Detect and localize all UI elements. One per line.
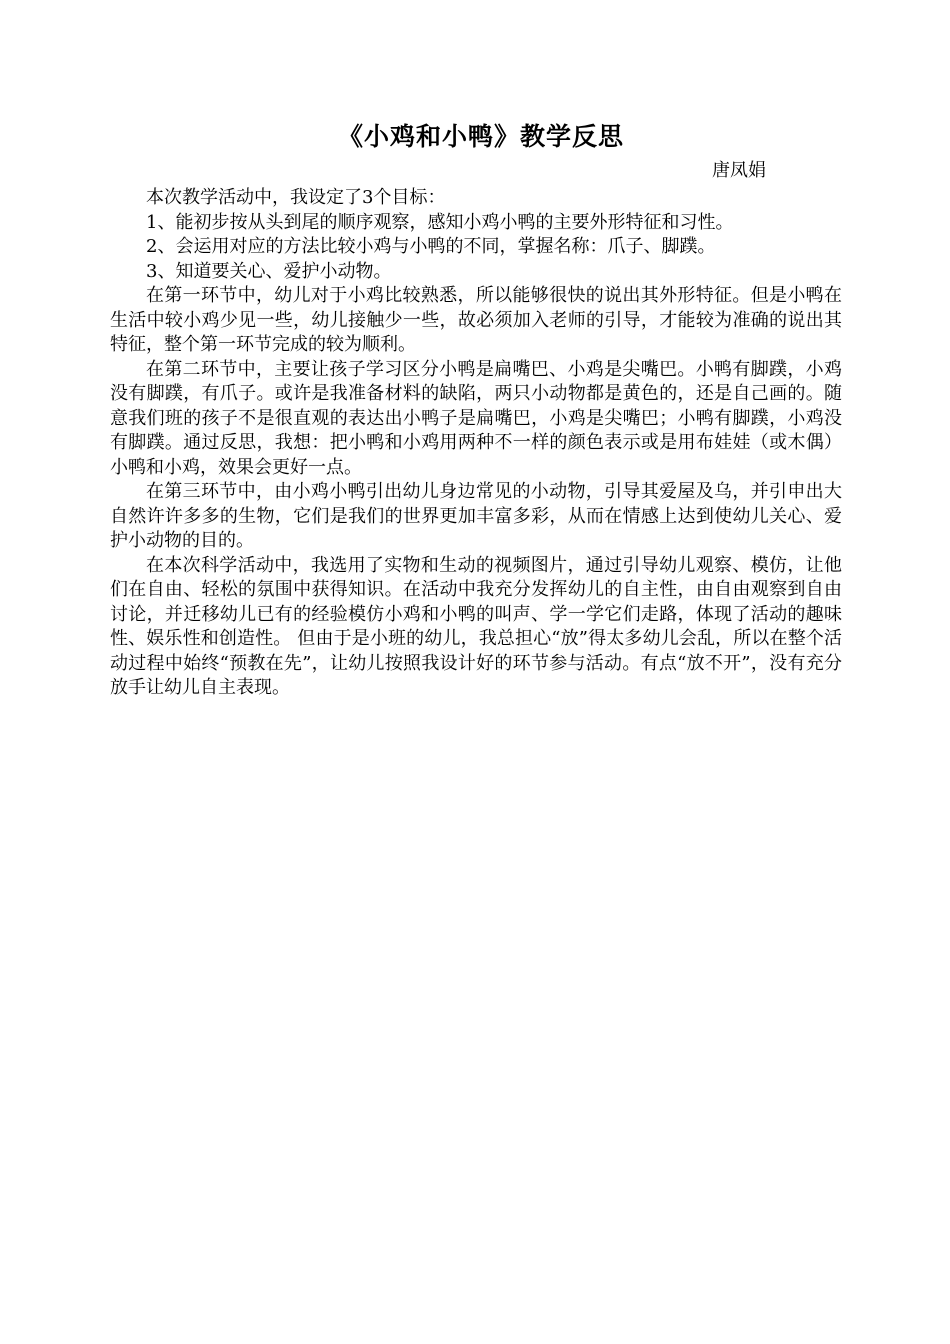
goal-item-2: 2、会运用对应的方法比较小鸡与小鸭的不同，掌握名称：爪子、脚蹼。 [146, 236, 716, 257]
goal-item-1: 1、能初步按从头到尾的顺序观察，感知小鸡小鸭的主要外形特征和习性。 [146, 211, 734, 233]
document-title: 《小鸡和小鸭》教学反思 [337, 122, 624, 151]
body-paragraph-summary: 在本次科学活动中，我选用了实物和生动的视频图片，通过引导幼儿观察、模仿，让他们在自由、轻松的氛围中获得知识。在活动中我充分发挥幼儿的自主性，由自由观察到自由讨论，并迁移幼儿已有的经验模仿小鸡和小鸭的叫声、学一学它们走路，体现了活动的趣味性、娱乐性和创造性。 但由于是小班的幼儿，我总担心“放”得太多幼儿会乱，所以在整个活动过程中始终“预教在先”，让幼儿按照我设计好的环节参与活动。有点“放不开”，没有充分放手让幼儿自主表现。 [110, 554, 842, 698]
body-paragraph-stage-1: 在第一环节中，幼儿对于小鸡比较熟悉，所以能够很快的说出其外形特征。但是小鸭在生活中较小鸡少见一些，幼儿接触少一些，故必须加入老师的引导，才能较为准确的说出其特征，整个第一环节完成的较为顺利。 [110, 285, 842, 355]
intro-paragraph: 本次教学活动中，我设定了3个目标： [146, 187, 446, 208]
body-paragraph-stage-3: 在第三环节中，由小鸡小鸭引出幼儿身边常见的小动物，引导其爱屋及乌，并引申出大自然许许多多的生物，它们是我们的世界更加丰富多彩，从而在情感上达到使幼儿关心、爱护小动物的目的。 [110, 481, 842, 551]
goal-item-3: 3、知道要关心、爱护小动物。 [146, 260, 392, 282]
document-page [110, 118, 842, 701]
body-paragraph-stage-2: 在第二环节中，主要让孩子学习区分小鸭是扁嘴巴、小鸡是尖嘴巴。小鸭有脚蹼，小鸡没有脚蹼，有爪子。或许是我准备材料的缺陷，两只小动物都是黄色的，还是自己画的。随意我们班的孩子不是很直观的表达出小鸭子是扁嘴巴，小鸡是尖嘴巴；小鸭有脚蹼，小鸡没有脚蹼。通过反思，我想：把小鸭和小鸡用两种不一样的颜色表示或是用布娃娃（或木偶）小鸭和小鸡，效果会更好一点。 [110, 358, 842, 478]
document-author: 唐凤娟 [712, 160, 766, 181]
